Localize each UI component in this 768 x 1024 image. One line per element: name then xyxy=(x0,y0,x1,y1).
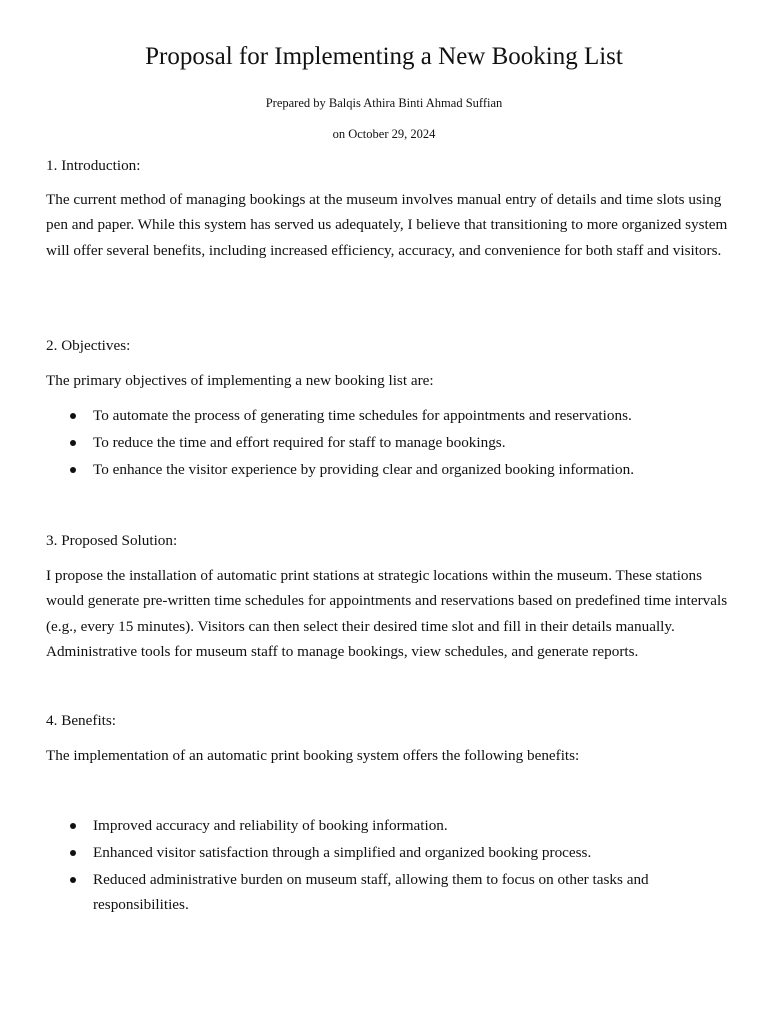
bullet-icon xyxy=(70,413,76,419)
list-item-text: To automate the process of generating time schedules for appointments and reservations. xyxy=(93,407,632,424)
list-item xyxy=(46,404,736,429)
list-item-text: Enhanced visitor satisfaction through a simplified and organized booking process. xyxy=(93,844,592,861)
date-line: on October 29, 2024 xyxy=(332,127,436,141)
list-item-text: To reduce the time and effort required for staff to manage bookings. xyxy=(93,434,506,451)
list-item xyxy=(46,458,736,483)
section-heading-benefits: 4. Benefits: xyxy=(46,712,117,729)
list-item xyxy=(46,814,736,839)
bullet-icon xyxy=(70,440,76,446)
document-title: Proposal for Implementing a New Booking List xyxy=(145,43,623,70)
bullet-icon xyxy=(70,823,76,829)
list-item xyxy=(46,431,736,456)
section-heading-objectives: 2. Objectives: xyxy=(46,337,131,354)
section-heading-proposed-solution: 3. Proposed Solution: xyxy=(46,532,178,549)
bullet-icon xyxy=(70,877,76,883)
list-item-text: Improved accuracy and reliability of booking information. xyxy=(93,817,448,834)
list-item xyxy=(46,841,736,866)
benefits-list xyxy=(46,814,736,920)
list-item-text: Reduced administrative burden on museum staff, allowing them to focus on other tasks and responsibilities. xyxy=(93,871,649,913)
list-item-text: To enhance the visitor experience by providing clear and organized booking information. xyxy=(93,461,635,478)
bullet-icon xyxy=(70,850,76,856)
list-item xyxy=(46,868,736,917)
objectives-list xyxy=(46,404,736,485)
bullet-icon xyxy=(70,467,76,473)
objectives-intro: The primary objectives of implementing a new booking list are: xyxy=(46,372,434,389)
introduction-paragraph: The current method of managing bookings at the museum involves manual entry of details and time slots using pen and paper. While this system has served us adequately, I believe that transitioning to more organized system will offer several benefits, including increased efficiency, accuracy, and convenience for both staff and visitors. xyxy=(46,191,728,259)
section-heading-introduction: 1. Introduction: xyxy=(46,157,141,174)
author-line: Prepared by Balqis Athira Binti Ahmad Suffian xyxy=(265,96,503,110)
proposed-solution-paragraph: I propose the installation of automatic print stations at strategic locations within the museum. These stations would generate pre-written time schedules for appointments and reservations based on predefined time intervals (e.g., every 15 minutes). Visitors can then select their desired time slot and fill in their details manually. Administrative tools for museum staff to manage bookings, view schedules, and generate reports. xyxy=(46,567,728,660)
benefits-intro: The implementation of an automatic print booking system offers the following benefits: xyxy=(46,747,580,764)
